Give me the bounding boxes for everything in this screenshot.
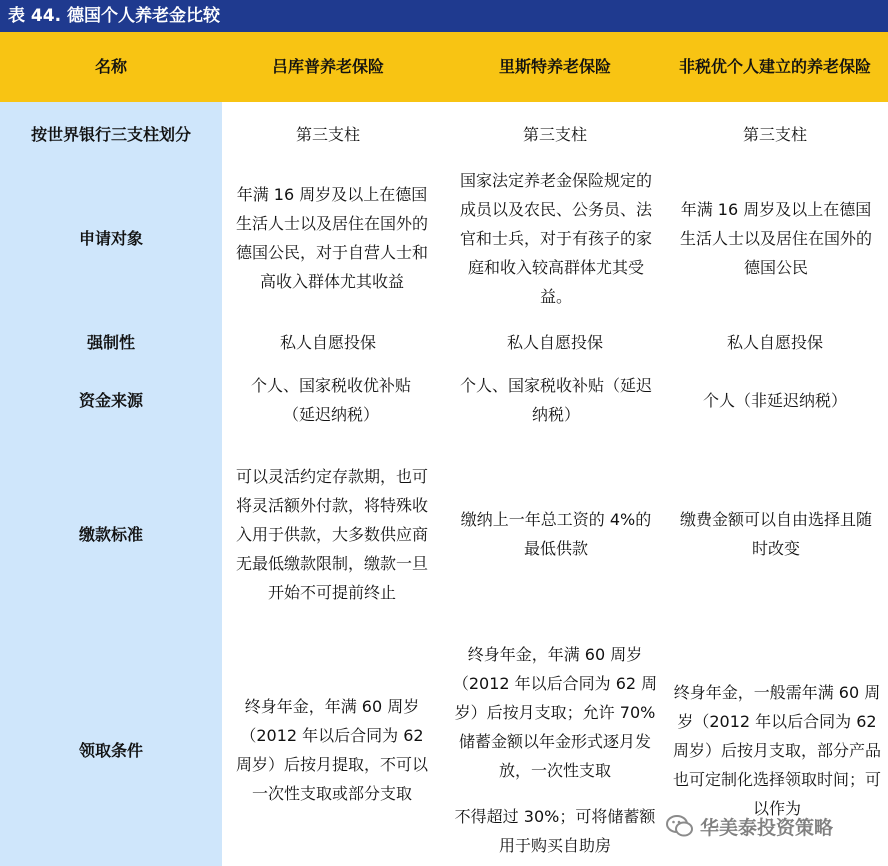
watermark	[666, 808, 833, 844]
cell-riester-contribution: 缴纳上一年总工资的 4%的最低供款	[460, 510, 652, 558]
cell-rurup-mandatory: 私人自愿投保	[279, 332, 376, 352]
watermark-text: 华美泰投资策略	[700, 816, 834, 839]
cell-rurup-contribution: 可以灵活约定存款期，也可将灵活额外付款，将特殊收入用于供款，大多数供应商无最低缴款限制，缴款一旦开始不可提前终止	[235, 466, 428, 602]
header-name: 名称	[94, 57, 127, 76]
cell-riester-mandatory: 私人自愿投保	[506, 332, 603, 352]
row-label-contribution: 缴款标准	[78, 524, 143, 544]
cell-private-funding: 个人（非延迟纳税）	[702, 390, 847, 410]
cell-private-eligibility: 年满 16 周岁及以上在德国生活人士以及居住在国外的德国公民	[679, 199, 872, 277]
cell-private-withdrawal: 终身年金，一般需年满 60 周岁（2012 年以后合同为 62 周岁）后按月支取，部分产品也可定制化选择领取时间；可以作为	[672, 682, 881, 818]
cell-private-mandatory: 私人自愿投保	[726, 332, 823, 352]
cell-riester-pillar: 第三支柱	[522, 124, 587, 144]
cell-rurup-funding: 个人、国家税收优补贴（延迟纳税）	[250, 376, 411, 424]
header-riester: 里斯特养老保险	[498, 57, 611, 76]
table-title: 表 44. 德国个人养老金比较	[0, 0, 888, 32]
cell-riester-withdrawal-extra: 不得超过 30%；可将储蓄额用于购买自助房	[454, 807, 656, 855]
cell-rurup-eligibility: 年满 16 周岁及以上在德国生活人士以及居住在国外的德国公民，对于自营人士和高收入群体尤其收益	[235, 185, 428, 291]
cell-riester-withdrawal: 终身年金，年满 60 周岁（2012 年以后合同为 62 周岁）后按月支取；允许 70%储蓄金额以年金形式逐月发放，一次性支取	[452, 644, 658, 780]
wechat-icon	[666, 814, 694, 838]
row-label-pillar: 按世界银行三支柱划分	[30, 124, 191, 144]
row-label-funding: 资金来源	[78, 390, 143, 410]
table-header	[0, 32, 888, 102]
cell-private-contribution: 缴费金额可以自由选择且随时改变	[679, 510, 872, 558]
cell-riester-funding: 个人、国家税收补贴（延迟纳税）	[459, 376, 652, 424]
header-private: 非税优个人建立的养老保险	[678, 57, 871, 76]
cell-private-pillar: 第三支柱	[742, 124, 807, 144]
cell-rurup-pillar: 第三支柱	[295, 124, 360, 144]
row-label-eligibility: 申请对象	[78, 228, 143, 248]
row-label-mandatory: 强制性	[86, 332, 135, 352]
header-rurup: 吕库普养老保险	[271, 57, 384, 76]
row-label-withdrawal: 领取条件	[78, 740, 143, 760]
cell-rurup-withdrawal: 终身年金，年满 60 周岁（2012 年以后合同为 62 周岁）后按月提取，不可以一次性支取或部分支取	[235, 697, 428, 803]
cell-riester-eligibility: 国家法定养老金保险规定的成员以及农民、公务员、法官和士兵，对于有孩子的家庭和收入较高群体尤其受益。	[459, 170, 652, 306]
